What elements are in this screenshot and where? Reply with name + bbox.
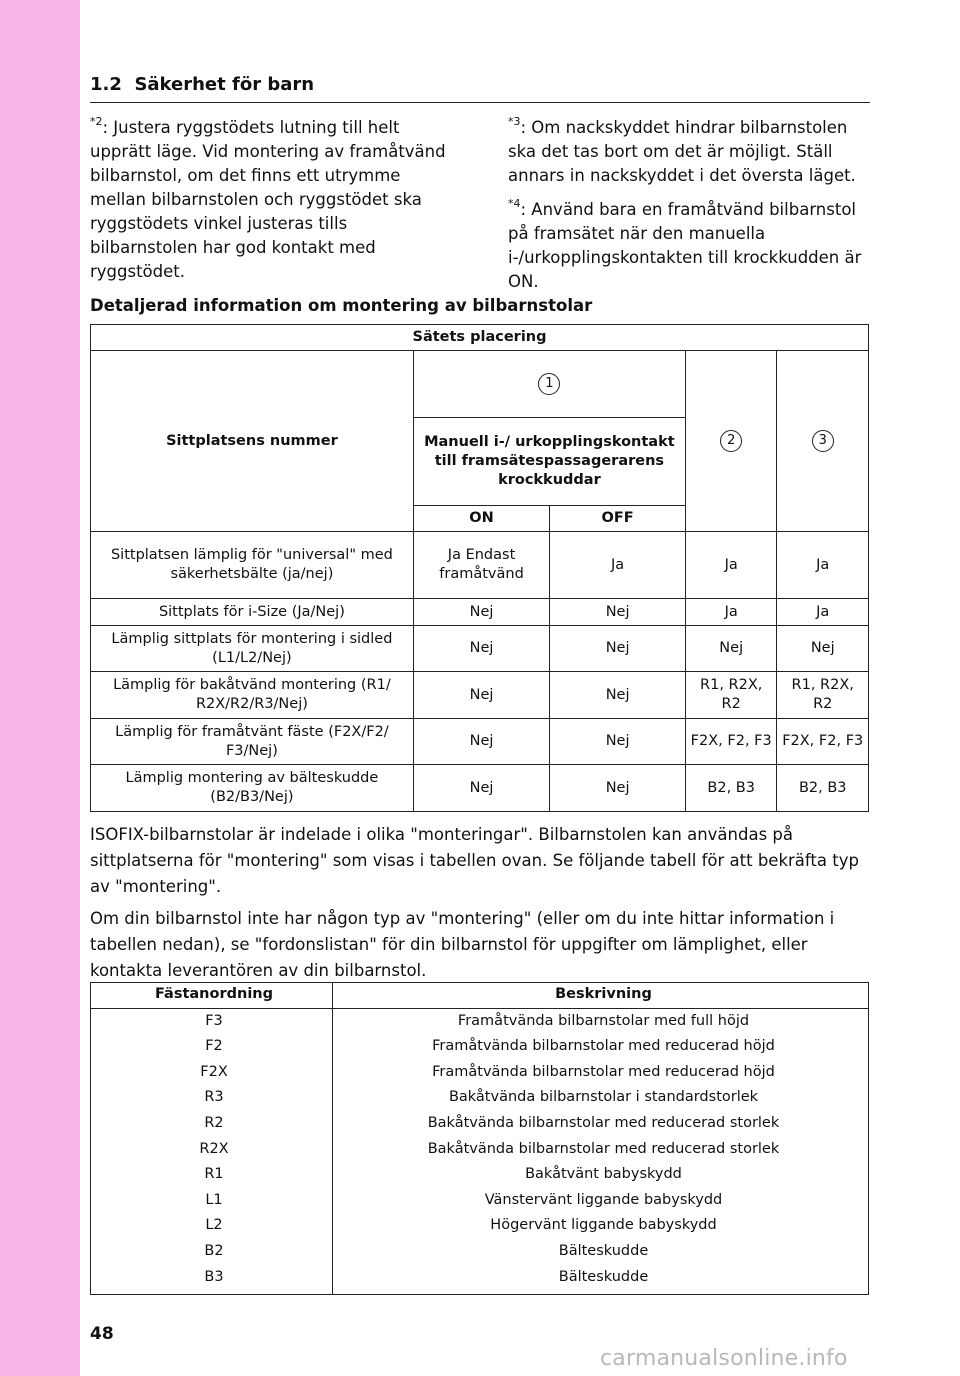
cell-off: Nej [550, 672, 686, 719]
table-heading: Detaljerad information om montering av bilbarnstolar [90, 296, 593, 315]
fixture-code: F2 [205, 1038, 223, 1055]
footnote-4 [508, 198, 873, 294]
fixture-desc: Bälteskudde [558, 1242, 649, 1259]
seat-2-header [685, 351, 777, 532]
cell-seat2: R1, R2X, R2 [685, 672, 777, 719]
cell-seat2: Ja [685, 599, 777, 626]
table-row [90, 1239, 869, 1265]
cell-on: Nej [413, 672, 549, 719]
table-row [90, 1265, 869, 1291]
row-label: Sittplats för i-Size (Ja/Nej) [91, 599, 414, 626]
table-row [91, 599, 869, 626]
switch-off-header: OFF [550, 506, 686, 532]
fixture-desc: Vänstervänt liggande babyskydd [484, 1191, 723, 1208]
fixture-desc: Bakåtvänt babyskydd [525, 1166, 682, 1183]
cell-on: Nej [413, 626, 549, 672]
page-margin-bar [0, 0, 80, 1376]
table-row [91, 532, 869, 599]
cell-on: Nej [413, 599, 549, 626]
footnote-mark: *2 [90, 114, 103, 128]
fixture-code: F3 [205, 1012, 223, 1029]
fixture-code: B3 [204, 1268, 224, 1285]
section-number: 1.2 [90, 74, 122, 95]
seat-installation-table [90, 324, 869, 812]
footnote-3 [508, 116, 873, 188]
table-row [90, 1034, 869, 1060]
fixture-code: L1 [205, 1191, 223, 1208]
fixture-code: R2X [199, 1140, 229, 1157]
cell-on: Nej [413, 765, 549, 812]
table-row [91, 719, 869, 765]
footnote-mark: *3 [508, 114, 521, 128]
cell-seat2: B2, B3 [685, 765, 777, 812]
cell-seat2: Ja [685, 532, 777, 599]
fixture-code: L2 [205, 1217, 223, 1234]
seat-1-number: 1 [538, 373, 560, 395]
table-row [91, 765, 869, 812]
footnote-text: : Om nackskyddet hindrar bilbarnstolen ska det tas bort om det är möjligt. Ställ annars in nackskyddet i det översta läget. [508, 118, 856, 185]
seat-3-number: 3 [812, 430, 834, 452]
fixture-code: R3 [204, 1089, 224, 1106]
seat-2-number: 2 [720, 430, 742, 452]
footnote-text: : Använd bara en framåtvänd bilbarnstol på framsätet när den manuella i-/urkopplingskontakten till krockkudden är ON. [508, 200, 862, 291]
cell-seat3: F2X, F2, F3 [777, 719, 869, 765]
seat-number-header: Sittplatsens nummer [91, 351, 414, 532]
fixture-code: R2 [204, 1114, 224, 1131]
cell-seat3: Ja [777, 532, 869, 599]
fixture-desc: Bakåtvända bilbarnstolar med reducerad storlek [427, 1140, 780, 1157]
table-row [91, 626, 869, 672]
airbag-switch-header: Manuell i-/ urkopplingskontakt till framsätespassagerarens krockkuddar [413, 418, 685, 506]
fixture-table [90, 982, 869, 1290]
switch-on-header: ON [413, 506, 549, 532]
section-heading [90, 74, 870, 95]
cell-off: Ja [550, 532, 686, 599]
fixture-code: B2 [204, 1242, 224, 1259]
fixture-header: Fästanordning [90, 982, 338, 1008]
table-row [90, 1085, 869, 1111]
table-row [90, 1213, 869, 1239]
footnote-2 [90, 116, 455, 284]
cell-seat2: Nej [685, 626, 777, 672]
cell-off: Nej [550, 765, 686, 812]
cell-seat3: B2, B3 [777, 765, 869, 812]
heading-rule [90, 102, 870, 103]
fixture-desc: Bakåtvända bilbarnstolar med reducerad storlek [427, 1114, 780, 1131]
page-number: 48 [90, 1324, 114, 1344]
cell-seat3: R1, R2X, R2 [777, 672, 869, 719]
table-row [90, 1188, 869, 1214]
footnote-text: : Justera ryggstödets lutning till helt upprätt läge. Vid montering av framåtvänd bilbarnstol, om det finns ett utrymme mellan bilbarnstolen och ryggstödet ska ryggstödets vinkel justeras tills bilbarnstolen har god kontakt med ryggstödet. [90, 118, 446, 281]
cell-seat3: Nej [777, 626, 869, 672]
fixture-code: R1 [204, 1166, 224, 1183]
table-row [91, 672, 869, 719]
fixture-desc: Högervänt liggande babyskydd [490, 1217, 717, 1234]
fixture-desc: Framåtvända bilbarnstolar med reducerad höjd [432, 1063, 775, 1080]
fixture-desc: Bakåtvända bilbarnstolar i standardstorlek [448, 1089, 759, 1106]
cell-off: Nej [550, 599, 686, 626]
footnote-mark: *4 [508, 196, 521, 210]
vehicle-list-paragraph: Om din bilbarnstol inte har någon typ av "montering" (eller om du inte hittar information i tabellen nedan), se "fordonslistan" för din bilbarnstol för uppgifter om lämplighet, eller kontakta leverantören av din bilbarnstol. [90, 909, 835, 980]
cell-seat2: F2X, F2, F3 [685, 719, 777, 765]
cell-on: Ja Endast framåtvänd [413, 532, 549, 599]
description-header: Beskrivning [338, 982, 869, 1008]
fixture-desc: Bälteskudde [558, 1268, 649, 1285]
fixture-code: F2X [200, 1063, 228, 1080]
row-label: Sittplatsen lämplig för "universal" med säkerhetsbälte (ja/nej) [91, 532, 414, 599]
table-row [90, 1060, 869, 1086]
seat-1-header [413, 351, 685, 418]
row-label: Lämplig montering av bälteskudde (B2/B3/Nej) [91, 765, 414, 812]
row-label: Lämplig för bakåtvänd montering (R1/ R2X/R2/R3/Nej) [91, 672, 414, 719]
seat-placement-header: Sätets placering [91, 325, 869, 351]
fixture-desc: Framåtvända bilbarnstolar med reducerad höjd [432, 1038, 775, 1055]
section-title: Säkerhet för barn [134, 74, 315, 95]
cell-off: Nej [550, 719, 686, 765]
row-label: Lämplig för framåtvänt fäste (F2X/F2/ F3/Nej) [91, 719, 414, 765]
table-row [90, 1137, 869, 1163]
table-row [90, 1111, 869, 1137]
row-label: Lämplig sittplats för montering i sidled (L1/L2/Nej) [91, 626, 414, 672]
fixture-desc: Framåtvända bilbarnstolar med full höjd [457, 1012, 750, 1029]
watermark: carmanualsonline.info [600, 1346, 848, 1371]
cell-seat3: Ja [777, 599, 869, 626]
seat-3-header [777, 351, 869, 532]
cell-on: Nej [413, 719, 549, 765]
table-row [90, 1162, 869, 1188]
isofix-paragraph: ISOFIX-bilbarnstolar är indelade i olika "monteringar". Bilbarnstolen kan användas på sittplatserna för "montering" som visas i tabellen ovan. Se följande tabell för att bekräfta typ av "montering". [90, 825, 859, 896]
table-row [90, 1008, 869, 1034]
cell-off: Nej [550, 626, 686, 672]
